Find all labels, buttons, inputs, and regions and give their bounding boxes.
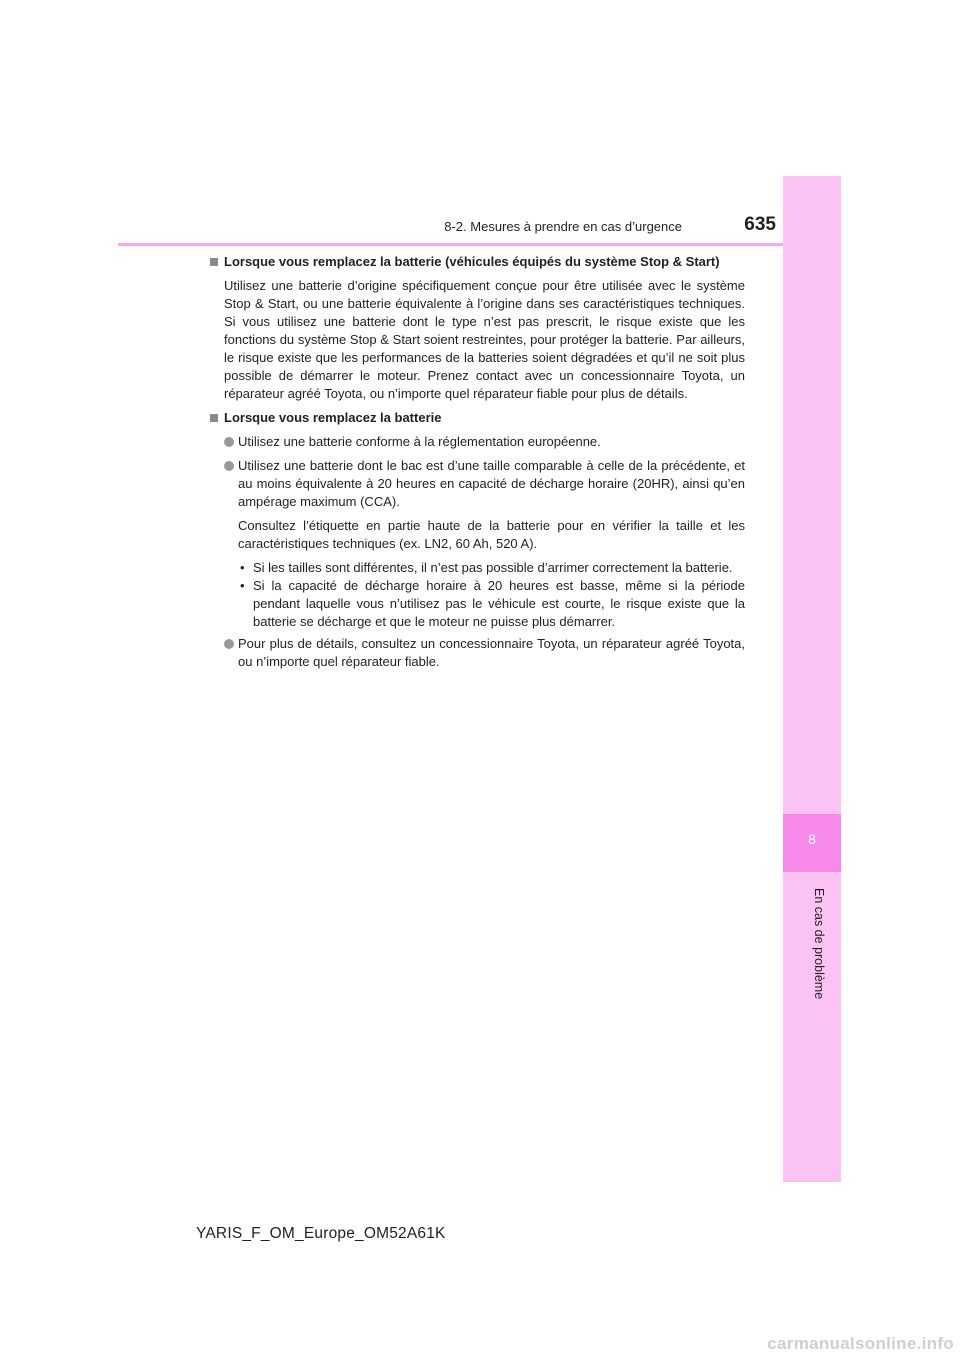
chapter-number: 8 <box>808 831 816 847</box>
heading-1-text: Lorsque vous remplacez la batterie (véhicules équipés du système Stop & Start) <box>224 254 720 269</box>
sub-list-item-text: Si les tailles sont différentes, il n’est pas possible d’arrimer correctement la batterie. <box>253 560 733 575</box>
heading-2-text: Lorsque vous remplacez la batterie <box>224 410 442 425</box>
page-number: 635 <box>744 214 776 235</box>
watermark: carmanualsonline.info <box>767 1334 954 1353</box>
paragraph-1: Utilisez une batterie d’origine spécifiquement conçue pour être utilisée avec le système Stop & Start, ou une batterie équivalente à l’origine dans ses caractéristiques techniques. Si vous utilisez une batterie dont le type n’est pas prescrit, le risque existe que les fonctions du système Stop & Start soient restreintes, pour protéger la batterie. Par ailleurs, le risque existe que les performances de la batteries soient dégradées et qu’il ne soit plus possible de démarrer le moteur. Prenez contact avec un concessionnaire Toyota, un réparateur agréé Toyota, ou n’importe quel réparateur fiable pour plus de détails. <box>224 278 745 401</box>
list-item <box>209 457 745 511</box>
circle-bullet-icon <box>224 437 234 447</box>
sub-list-item-text: Si la capacité de décharge horaire à 20 heures est basse, même si la période pendant laquelle vous n’utilisez pas le véhicule est courte, le risque existe que la batterie se décharge et que le moteur ne puisse plus démarrer. <box>253 578 745 629</box>
section-title: 8-2. Mesures à prendre en cas d’urgence <box>444 219 682 234</box>
list-item-text: Utilisez une batterie dont le bac est d’une taille comparable à celle de la précédente, et au moins équivalente à 20 heures en capacité de décharge horaire (20HR), ainsi qu’en ampérage maximum (CCA). <box>238 458 745 509</box>
header-rule <box>118 243 841 246</box>
page-content <box>209 253 745 671</box>
document-code: YARIS_F_OM_Europe_OM52A61K <box>196 1225 446 1242</box>
list-item-text: Pour plus de détails, consultez un concessionnaire Toyota, un réparateur agréé Toyota, ou n’importe quel réparateur fiable. <box>238 636 745 669</box>
circle-bullet-icon <box>224 461 234 471</box>
chapter-label: En cas de problème <box>812 888 826 1000</box>
sub-list-item <box>209 559 745 577</box>
list-item-text: Utilisez une batterie conforme à la réglementation européenne. <box>238 434 601 449</box>
sub-list-item <box>209 577 745 631</box>
list-item <box>209 433 745 451</box>
square-bullet-icon <box>210 414 218 422</box>
section-heading-1 <box>209 253 745 271</box>
list-item <box>209 635 745 671</box>
square-bullet-icon <box>210 258 218 266</box>
list-item-note: Consultez l’étiquette en partie haute de la batterie pour en vérifier la taille et les caractéristiques techniques (ex. LN2, 60 Ah, 520 A). <box>238 518 745 551</box>
dot-marker-icon: • <box>240 578 245 593</box>
dot-marker-icon: • <box>240 560 245 575</box>
section-heading-2 <box>209 409 745 427</box>
chapter-side-tab <box>783 176 841 1182</box>
circle-bullet-icon <box>224 639 234 649</box>
